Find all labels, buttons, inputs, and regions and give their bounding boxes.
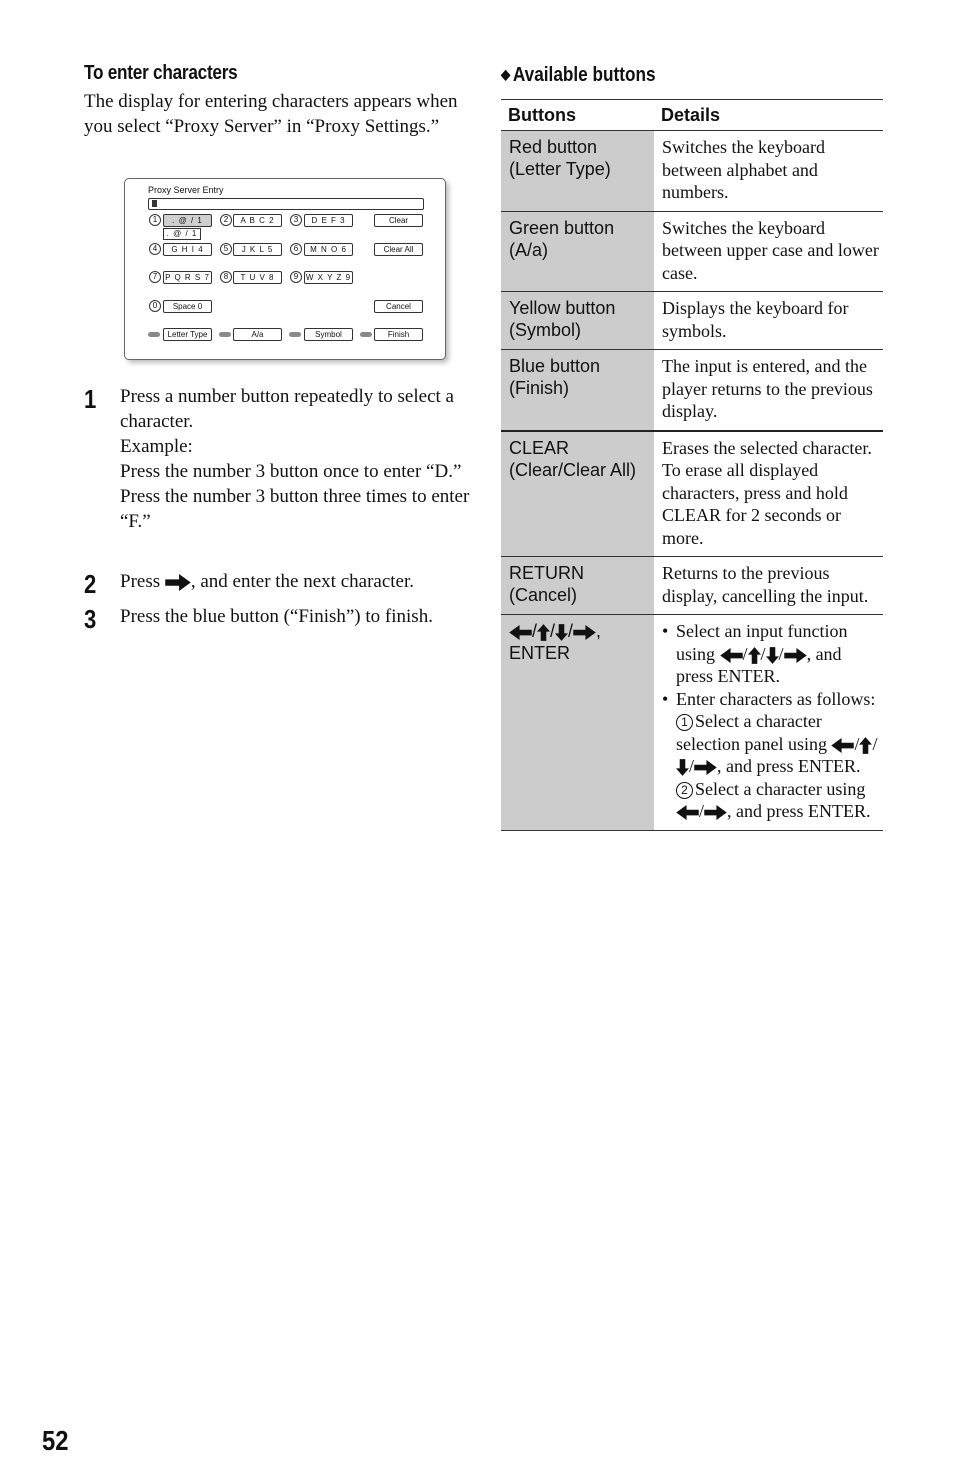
intro-text: The display for entering characters appears when you select “Proxy Server” in “Proxy Settings.”: [84, 91, 458, 137]
left-arrow-icon: [676, 805, 699, 820]
details-cell: [654, 615, 883, 831]
details-text: , and press ENTER.: [676, 643, 842, 686]
key-1: . @ / 1: [163, 214, 212, 227]
table-row: [501, 131, 883, 212]
details-list: [662, 620, 879, 823]
key-0: Space 0: [163, 300, 212, 313]
step-3: [84, 604, 476, 634]
green-pill-icon: [219, 332, 231, 337]
entry-field: [148, 198, 424, 210]
key-cancel: Cancel: [374, 300, 423, 313]
step-text: , and enter the next character.: [190, 571, 415, 592]
num-4-icon: 4: [149, 243, 161, 255]
key-symbol: Symbol: [304, 328, 353, 341]
details-text: Select an input function using: [676, 621, 848, 664]
key-clear: Clear: [374, 214, 423, 227]
circled-2-icon: 2: [676, 782, 693, 799]
key-4: G H I 4: [163, 243, 212, 256]
screen-title: Proxy Server Entry: [148, 185, 224, 195]
left-column: [84, 62, 476, 139]
table-row: [501, 615, 883, 831]
details-text: Select a character selection panel using: [676, 711, 827, 754]
right-arrow-icon: [704, 805, 727, 820]
details-cell: The input is entered, and the player returns to the previous display.: [654, 350, 883, 431]
step-number: 2: [84, 569, 97, 599]
details-cell: Displays the keyboard for symbols.: [654, 292, 883, 350]
table-header-row: [501, 100, 883, 131]
up-arrow-icon: [748, 647, 761, 664]
button-cell: [501, 431, 654, 557]
button-label: CLEAR: [509, 437, 570, 458]
button-cell: Blue button (Finish): [501, 350, 654, 431]
details-text: Select a character using: [695, 778, 866, 799]
button-label: (Clear/Clear All): [509, 459, 637, 480]
down-arrow-icon: [766, 647, 779, 664]
heading-text: Available buttons: [512, 64, 656, 86]
table-row: [501, 292, 883, 350]
key-letter-type: Letter Type: [163, 328, 212, 341]
step-1: [84, 384, 476, 534]
header-details: Details: [654, 100, 883, 131]
table-row: [501, 350, 883, 431]
button-cell: Red button (Letter Type): [501, 131, 654, 212]
key-finish: Finish: [374, 328, 423, 341]
list-item: • Enter characters as follows: 1 Select a character selection panel using / // , and press ENTER. 2 Select a character using / , and press ENTER.: [676, 688, 879, 823]
left-arrow-icon: [720, 648, 743, 663]
key-7: P Q R S 7: [163, 271, 212, 284]
right-arrow-icon: [165, 574, 191, 591]
details-cell: Returns to the previous display, cancelling the input.: [654, 557, 883, 615]
up-arrow-icon: [859, 737, 872, 754]
key-3: D E F 3: [304, 214, 353, 227]
num-2-icon: 2: [220, 214, 232, 226]
step-text: Press a number button repeatedly to select a character.: [120, 386, 454, 432]
key-case: A/a: [233, 328, 282, 341]
page-number: 52: [42, 1425, 69, 1456]
right-arrow-icon: [784, 648, 807, 663]
key-9: W X Y Z 9: [305, 273, 352, 282]
step-text: Press: [120, 571, 161, 592]
button-cell: RETURN (Cancel): [501, 557, 654, 615]
red-pill-icon: [148, 332, 160, 337]
num-9-icon: 9: [290, 271, 302, 283]
down-arrow-icon: [555, 624, 568, 641]
table-row: [501, 557, 883, 615]
diamond-icon: ◆: [501, 66, 511, 82]
details-cell: [654, 431, 883, 557]
buttons-table: [501, 99, 883, 831]
key-8: T U V 8: [233, 271, 282, 284]
key-1-popup: . @ / 1: [163, 228, 201, 240]
details-text: , and press ENTER.: [727, 801, 871, 821]
button-label: ENTER: [509, 643, 571, 663]
arrow-keys-label: / / / ,: [509, 620, 650, 642]
header-buttons: Buttons: [501, 100, 654, 131]
step-text: Press the number 3 button once to enter “D.”: [120, 461, 462, 482]
details-text: Enter characters as follows:: [676, 688, 876, 709]
yellow-pill-icon: [289, 332, 301, 337]
step-text: Example:: [120, 436, 193, 457]
available-buttons-heading: [501, 64, 656, 87]
details-text: Erases the selected character.: [662, 437, 872, 458]
key-clear-all: Clear All: [374, 243, 423, 256]
right-arrow-icon: [573, 625, 596, 640]
num-5-icon: 5: [220, 243, 232, 255]
step-number: 1: [84, 384, 97, 414]
comma-text: ,: [596, 621, 602, 641]
table-row: [501, 211, 883, 292]
table-row: [501, 431, 883, 557]
button-cell: Green button (A/a): [501, 211, 654, 292]
text-cursor: [152, 200, 157, 207]
num-6-icon: 6: [290, 243, 302, 255]
num-1-icon: 1: [149, 214, 161, 226]
details-text: To erase all displayed characters, press and hold CLEAR for 2 seconds or more.: [662, 460, 848, 548]
blue-pill-icon: [360, 332, 372, 337]
step-text: Press the number 3 button three times to enter “F.”: [120, 486, 470, 532]
step-number: 3: [84, 604, 97, 634]
circled-1-icon: 1: [676, 714, 693, 731]
down-arrow-icon: [676, 759, 689, 776]
key-5: J K L 5: [233, 243, 282, 256]
step-text: Press the blue button (“Finish”) to finish.: [120, 606, 433, 627]
left-arrow-icon: [509, 625, 532, 640]
key-2: A B C 2: [233, 214, 282, 227]
key-6: M N O 6: [304, 243, 353, 256]
right-arrow-icon: [694, 760, 717, 775]
up-arrow-icon: [537, 624, 550, 641]
details-cell: Switches the keyboard between alphabet and numbers.: [654, 131, 883, 212]
num-8-icon: 8: [220, 271, 232, 283]
num-0-icon: 0: [149, 300, 161, 312]
details-cell: Switches the keyboard between upper case and lower case.: [654, 211, 883, 292]
details-text: , and press ENTER.: [717, 756, 861, 776]
num-3-icon: 3: [290, 214, 302, 226]
section-heading: To enter characters: [84, 62, 238, 84]
button-cell: [501, 615, 654, 831]
proxy-entry-screen: [124, 178, 446, 360]
num-7-icon: 7: [149, 271, 161, 283]
button-cell: Yellow button (Symbol): [501, 292, 654, 350]
step-2: [84, 569, 476, 599]
left-arrow-icon: [831, 738, 854, 753]
list-item: • Select an input function using / / / , and press ENTER.: [676, 620, 879, 688]
